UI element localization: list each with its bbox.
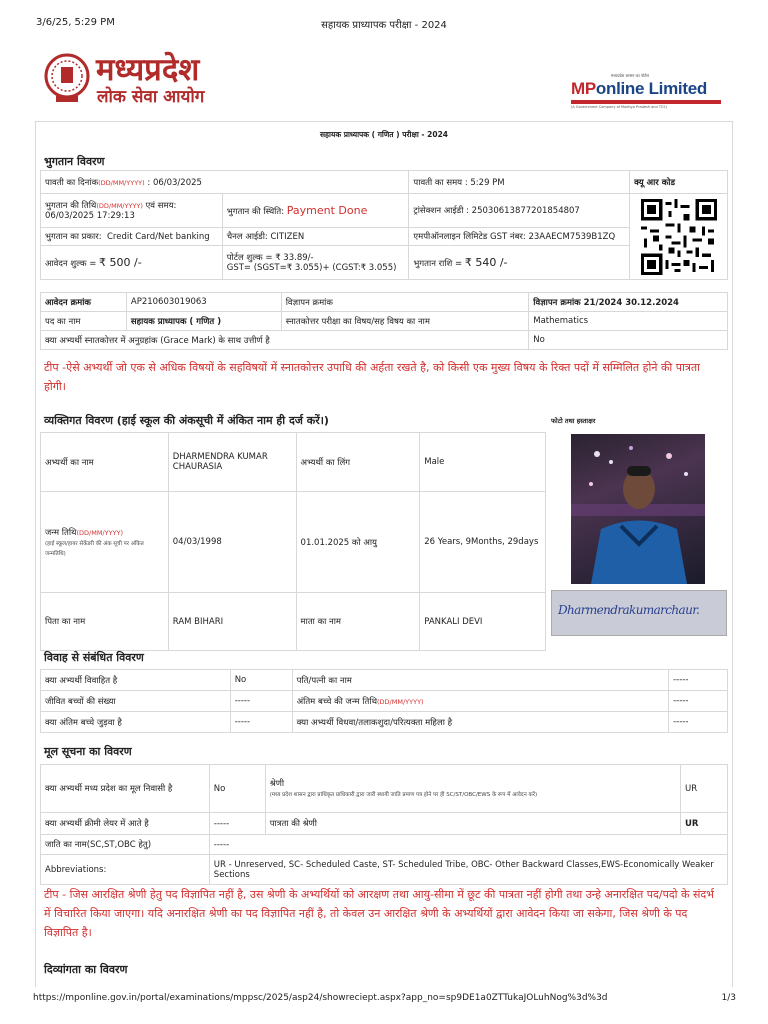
spouse-value: ----- — [669, 670, 728, 691]
abbr-label: Abbreviations: — [41, 855, 210, 885]
creamy-label: क्या अभ्यर्थी क्रीमी लेयर में आते है — [41, 813, 210, 835]
caste-label: जाति का नाम(SC,ST,OBC हेतु) — [41, 835, 210, 855]
transaction-id: ट्रांसेक्शन आईडी : 25030613877201854807 — [409, 194, 630, 228]
widow-label: क्या अभ्यर्थी विधवा/तलाकशुदा/परित्यक्ता महिला है — [292, 712, 668, 733]
name-value: DHARMENDRA KUMAR CHAURASIA — [168, 433, 296, 492]
payment-table — [40, 170, 728, 280]
fee-cell: आवेदन शुल्क = ₹ 500 /- — [41, 246, 223, 280]
dob-value: 04/03/1998 — [168, 492, 296, 593]
category-label-cell: श्रेणी (मध्य प्रदेश शासन द्वारा प्राधिकृत प्राधिकारी द्वारा जारी स्थायी जाति प्रमाण पत्र होने पर ही SC/ST/OBC/EWS के रूप में आवेदन करें) — [265, 765, 680, 813]
domicile-section-title: मूल सूचना का विवरण — [44, 745, 132, 758]
qr-code-icon — [641, 199, 717, 275]
disability-section-title: दिव्यांगता का विवरण — [44, 963, 128, 976]
gst-number: एमपीऑनलाइन लिमिटेड GST नंबर: 23AAECM7539B1ZQ — [409, 228, 630, 246]
creamy-value: ----- — [209, 813, 265, 835]
father-value: RAM BIHARI — [168, 593, 296, 651]
mponline-mp: MP — [571, 79, 596, 98]
tip-subjects: टीप -ऐसे अभ्यर्थी जो एक से अधिक विषयों के सहविषयों में स्नातकोत्तर उपाधि की अर्हता रखते है, को किसी एक मुख्य विषय के रिक्त पदों में सम्मिलित होने की पात्रता होगी। — [44, 361, 701, 393]
print-page-title: सहायक प्राध्यापक परीक्षा - 2024 — [321, 20, 447, 31]
last-dob-label-cell: अंतिम बच्चे की जन्म तिथि(DD/MM/YYYY) — [292, 691, 668, 712]
photo-sign-label: फोटो तथा हस्ताक्षर — [551, 417, 596, 425]
marriage-section-title: विवाह से संबंधित विवरण — [44, 651, 144, 664]
dob-label-cell: जन्म तिथि(DD/MM/YYYY) (हाई स्कूल/हायर सेकेंडरी की अंक सूची पर अंकित जन्मतिथि) — [41, 492, 169, 593]
twins-value: ----- — [230, 712, 292, 733]
spouse-label: पति/पत्नी का नाम — [292, 670, 668, 691]
portal-fee-cell: पोर्टल शुल्क = ₹ 33.89/- GST= (SGST=₹ 3.055)+ (CGST:₹ 3.055) — [222, 246, 409, 280]
payment-status-value: Payment Done — [286, 204, 368, 217]
personal-section-title: व्यक्तिगत विवरण (हाई स्कूल की अंकसूची में अंकित नाम ही दर्ज करें।) — [44, 414, 329, 427]
print-url: https://mponline.gov.in/portal/examinations/mppsc/2025/asp24/showreciept.aspx?app_no=sp9DE1a0ZTTukaJOLuhNog%3d%3d — [33, 993, 608, 1003]
app-no-value: AP210603019063 — [126, 293, 281, 312]
grace-label: क्या अभ्यर्थी स्नातकोत्तर में अनुग्रहांक (Grace Mark) के साथ उत्तीर्ण है — [41, 331, 529, 350]
mponline-rest: online Limited — [595, 79, 707, 98]
twins-label: क्या अंतिम बच्चे जुड़वा है — [41, 712, 231, 733]
marriage-table — [40, 669, 728, 733]
mponline-footnote: (A Government Company of Madhya Pradesh and TCS) — [571, 105, 667, 109]
post-label: पद का नाम — [41, 312, 127, 331]
married-label: क्या अभ्यर्थी विवाहित है — [41, 670, 231, 691]
adv-label: विज्ञापन क्रमांक — [281, 293, 529, 312]
application-table — [40, 292, 728, 350]
mponline-bar — [571, 100, 721, 104]
total-cell: भुगतान राशि = ₹ 540 /- — [409, 246, 630, 280]
payment-status-cell: भुगतान की स्थिति: Payment Done — [222, 194, 409, 228]
category-value: UR — [681, 765, 728, 813]
native-label: क्या अभ्यर्थी मध्य प्रदेश का मूल निवासी है — [41, 765, 210, 813]
mother-label: माता का नाम — [296, 593, 420, 651]
qr-label: क्यू आर कोड — [630, 171, 728, 194]
father-label: पिता का नाम — [41, 593, 169, 651]
age-value: 26 Years, 9Months, 29days — [420, 492, 546, 593]
married-value: No — [230, 670, 292, 691]
person-photo-icon — [571, 434, 705, 584]
caste-value: ----- — [209, 835, 727, 855]
last-dob-value: ----- — [669, 691, 728, 712]
mponline-name — [571, 79, 721, 99]
receipt-date-cell: पावती का दिनांक(DD/MM/YYYY) : 06/03/2025 — [41, 171, 409, 194]
children-value: ----- — [230, 691, 292, 712]
subject-value: Mathematics — [529, 312, 728, 331]
tip-reservation: टीप - जिस आरक्षित श्रेणी हेतु पद विज्ञापित नहीं है, उस श्रेणी के अभ्यर्थियों को आरक्षण तथा आयु-सीमा में छूट की पात्रता नहीं होगी तथा उन्हे अनारक्षित पद/पदो के संदर्भ में विचारित किया जाएगा। यदि अनारक्षित श्रेणी का पद विज्ञापित नहीं है, तो केवल उन आरक्षित श्रेणी के अभ्यर्थियों द्वारा आवेदन किया जा सकेगा, जिस श्रेणी के पद विज्ञापित है। — [44, 888, 714, 939]
mponline-logo — [571, 73, 721, 109]
subject-label: स्नातकोत्तर परीक्षा का विषय/सह विषय का नाम — [281, 312, 529, 331]
age-label: 01.01.2025 को आयु — [296, 492, 420, 593]
grace-value: No — [529, 331, 728, 350]
print-page-number: 1/3 — [721, 993, 736, 1003]
candidate-signature — [551, 590, 727, 636]
signature-text: Dharmendrakumarchaur. — [558, 603, 700, 617]
mppsc-emblem-icon — [44, 52, 90, 104]
adv-value: विज्ञापन क्रमांक 21/2024 30.12.2024 — [529, 293, 728, 312]
exam-title: सहायक प्राध्यापक ( गणित ) परीक्षा - 2024 — [319, 130, 449, 139]
mother-value: PANKALI DEVI — [420, 593, 546, 651]
domicile-table — [40, 764, 728, 885]
mponline-tagline: मध्यप्रदेश शासन का पोर्टल — [611, 73, 649, 78]
receipt-time: पावती का समय : 5:29 PM — [409, 171, 630, 194]
payment-section-title: भुगतान विवरण — [44, 155, 105, 168]
brand-subtitle: लोक सेवा आयोग — [97, 87, 205, 107]
native-value: No — [209, 765, 265, 813]
personal-table — [40, 432, 546, 651]
brand-title: मध्यप्रदेश — [96, 52, 200, 88]
payment-type-cell: भुगतान का प्रकार: Credit Card/Net banking — [41, 228, 223, 246]
pay-date-cell: भुगतान की तिथि(DD/MM/YYYY) एवं समय: 06/03/2025 17:29:13 — [41, 194, 223, 228]
gender-value: Male — [420, 433, 546, 492]
print-datetime: 3/6/25, 5:29 PM — [36, 17, 115, 28]
name-label: अभ्यर्थी का नाम — [41, 433, 169, 492]
post-value: सहायक प्राध्यापक ( गणित ) — [126, 312, 281, 331]
children-label: जीवित बच्चों की संख्या — [41, 691, 231, 712]
gender-label: अभ्यर्थी का लिंग — [296, 433, 420, 492]
candidate-photo — [571, 434, 705, 584]
eligibility-value: UR — [681, 813, 728, 835]
channel-id: चैनल आईडी: CITIZEN — [222, 228, 409, 246]
eligibility-label: पात्रता की श्रेणी — [265, 813, 680, 835]
app-no-label: आवेदन क्रमांक — [41, 293, 127, 312]
widow-value: ----- — [669, 712, 728, 733]
abbr-value: UR - Unreserved, SC- Scheduled Caste, ST- Scheduled Tribe, OBC- Other Backward Classes,EWS-Economically Weaker Sections — [209, 855, 727, 885]
